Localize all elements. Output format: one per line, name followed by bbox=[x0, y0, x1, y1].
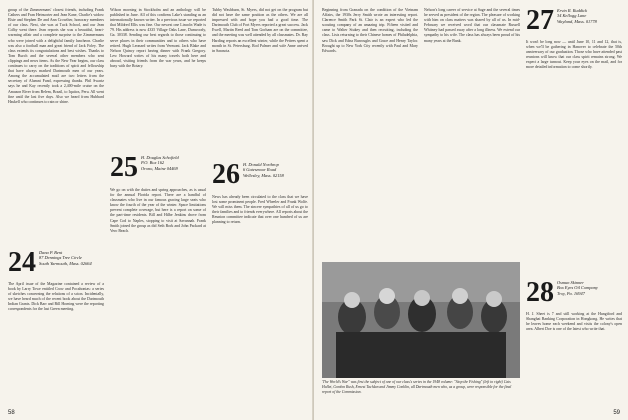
class-year-24: 24 bbox=[8, 247, 36, 278]
left-column-2b bbox=[110, 188, 206, 404]
class-secretary-name-24: Dana P. Bent bbox=[39, 250, 63, 255]
right-col2-text: Nelson's long career of service at Sage and the several times he served as president of the region. The pleasure of working with him on class matters was shared by all of us. In mid-February we received word that our classmate Russell Whitney had passed away after a long illness. We extend our sympathy to his wife. The class has always been proud of his many years at the Bank. bbox=[424, 8, 520, 43]
left-column-3 bbox=[212, 8, 308, 158]
right-col3b-text: H. J. Sheet is 7 and still working at the Hungtford and Shanghai Banking Corporation in Hongkong. He writes that he leaves home each weekend and visits the colony's open area. Albert Doe is one of the latest who write that. bbox=[526, 312, 622, 332]
class-year-26: 26 bbox=[212, 159, 240, 190]
left-column-3b bbox=[212, 195, 308, 404]
class-secretary-name-25: H. Douglas Schofield bbox=[141, 155, 179, 160]
left-col1-text: group of the Zimmermans' closest friends, including Frank Cathers and Fran Heinsorter and Jean Kane, Charlie's widow Elsie and Stephen De and Ann Crowther, honorary members of our class. Next, she was at Tuck School, and our Jean Colby went there. Jean reports she was a beautiful, heart-warming affair and a complete surprise to the Zimmermans who were joined with a delightful family luncheon. Charlie was also a football man and great friend of Jack Foley. The class extends its congratulations and best wishes. Thanks to Tom Burch and the several other members who sent clippings and news items. As the New Year begins, our class continues to carry on the traditions of spirit and fellowship that have always marked Dartmouth men of our years. Among the accumulated mail are two letters from the secretary of Alumni Fund, expressing thanks. Phil Swartz says he and Kay recently took a 2,400-mile cruise on the Amazon River from Belem, Brazil, to Iquitos, Peru. All went fine until the last five days. Also we heard from Hubbard Haskell who continues to rain or shine. bbox=[8, 8, 104, 104]
right-column-2 bbox=[424, 8, 520, 260]
class-note-28 bbox=[526, 277, 622, 308]
class-note-25 bbox=[110, 152, 206, 183]
class-year-27: 27 bbox=[526, 5, 554, 36]
class-secretary-name-27: Ervin R. Ruddick bbox=[557, 8, 588, 13]
group-photo bbox=[322, 262, 520, 378]
photo-caption: 'The World's War'' was first the subject of one of our class's series in the 1948 volume: "Stop the Fishing" (left to right) Cats Hallet, Gordon Rush, Ernest Tachlan and Jimmy Conklin, all Dartmouth men who, as a group, were responsible for the final report of the Commission. bbox=[322, 380, 512, 394]
group-photo-image bbox=[322, 262, 520, 378]
right-column-3 bbox=[526, 40, 622, 272]
left-column-1 bbox=[8, 8, 104, 248]
class-note-24 bbox=[8, 247, 104, 278]
right-page-number: 59 bbox=[613, 410, 620, 416]
class-note-27 bbox=[526, 5, 622, 36]
class-secretary-city-27: Wayland, Mass. 01778 bbox=[557, 18, 597, 24]
class-secretary-name-26: H. Donald Northrop bbox=[243, 162, 279, 167]
left-col1b-text: The April issue of the Magazine contained a review of a book by Larry Towe entitled Crow and Pocahontas: a series of sketches concerning the relations of a scion. Incidentally, we have heard much of the recent book about the Dartmouth Indian Grants. Dick Barr and Bill Horning were the reporting correspondents for the last Green meeting. bbox=[8, 282, 104, 312]
left-page-number: 58 bbox=[8, 410, 15, 416]
class-secretary-address-27: 34 Kellogg Lane bbox=[557, 13, 587, 19]
left-col2-text: Wilson morning in Stockholm and an anthology will be published in June. All of this confirms Lake's standing as an internationally known writer. In a previous issue we reported that Mildred Ellis was fine. Our newest one Lincoln Wade is 79. His address is now 4335 Village Oaks Lane, Dunwoody, Ga. 30338. Sending our best regards to those continuing to serve places in their communities and to others who have retired. Hugh Leonard writes from Vermont. Jack Blake and Nelson Quincy report having dinner with Frank Gregory. Lew Howard writes of his many travels both here and abroad, visiting friends from the war years, and he keeps busy with the Rotary. bbox=[110, 8, 206, 69]
class-secretary-name-28: Osmun Skinner bbox=[557, 280, 584, 285]
left-col2b-text: We go on with the duties and spring approaches, as is usual for the annual Florida report. There are a handful of classmates who live in our famous gracing large seats who know the fourth of the year of the winter. Space limitations prevent complete coverage, but here is a report on some of the part-time residents. Bill and Hilbe Jenkins drove from Cape Cod to Naples, stopping to visit at Savannah. Frank Smith joined the group as did Seth Bork and John Packard at Vero Beach. bbox=[110, 188, 206, 233]
left-column-1b bbox=[8, 282, 104, 404]
class-secretary-city-26: Wellesley, Mass. 02158 bbox=[243, 172, 284, 178]
class-secretary-city-24: South Yarmouth, Mass. 02664 bbox=[39, 260, 92, 266]
class-secretary-city-25: Orono, Maine 04469 bbox=[141, 165, 178, 171]
left-col3-text: Tubby Washburn, St. Myers, did not get on the program but did not have the same position as the others. We are all impressed with and hope you had a good time. The Dartmouth Club of Fort Myers reported a great success. Jack Ewell, Martin Reed and Tom Gorham are on the committee, and the meeting was well attended by all classmates. Dr. Ray Harding reports an excellent winter, while the Pettees spent a month in St. Petersburg. Rod Palmer and wife Anne arrived in Sarasota. bbox=[212, 8, 308, 53]
class-secretary-address-28: Box Eyes Oil Company bbox=[557, 285, 598, 291]
right-col3-text: It won't be long now — until June 10, 11 and 12, that is, when we'll be gathering in Hanover to celebrate the 50th anniversary of our graduation. Those who have attended past reunions will know that our class spirit remains strong. We expect a large turnout. Keep your eyes on the mail, and for more detailed information to come shortly. bbox=[526, 40, 622, 70]
right-col1-text: Beginning from Granada on the condition of the Vietnam Affairs, the 1930s Jerry Smith wrote an interesting report. Clarence Smith Park St. Clair is an expert who led the scouting company of an amazing trip. Fifteen visited and came to Walter Stukey and then recruiting, including the class. Lists returning to their Chinese homes of Philadelphia, saw Dick and Edna Burroughs and Grace and Henry Taylor. Brought up to New York City recently with Paul and Mary Edwards. bbox=[322, 8, 418, 53]
class-note-26 bbox=[212, 159, 308, 190]
class-secretary-address-24: 87 Dennings Tree Circle bbox=[39, 255, 82, 261]
class-secretary-address-26: 6 Gatesmoor Road bbox=[243, 167, 277, 173]
left-col3b-text: News has already been circulated to the class that we have lost some prominent people. Fred Wheeler and Frank Wolfe. We will miss them. The sincere sympathies of all of us go to their families and to friends everywhere. All reports about the Reunion committee indicate that over one hundred of us are planning to return. bbox=[212, 195, 308, 225]
right-column-1 bbox=[322, 8, 418, 260]
class-secretary-address-25: P.O. Box 162 bbox=[141, 160, 165, 166]
class-secretary-city-28: Troy, Pa. 16947 bbox=[557, 290, 585, 296]
right-page bbox=[314, 0, 628, 420]
left-column-2 bbox=[110, 8, 206, 148]
right-column-3b bbox=[526, 312, 622, 404]
class-year-25: 25 bbox=[110, 152, 138, 183]
class-year-28: 28 bbox=[526, 277, 554, 308]
